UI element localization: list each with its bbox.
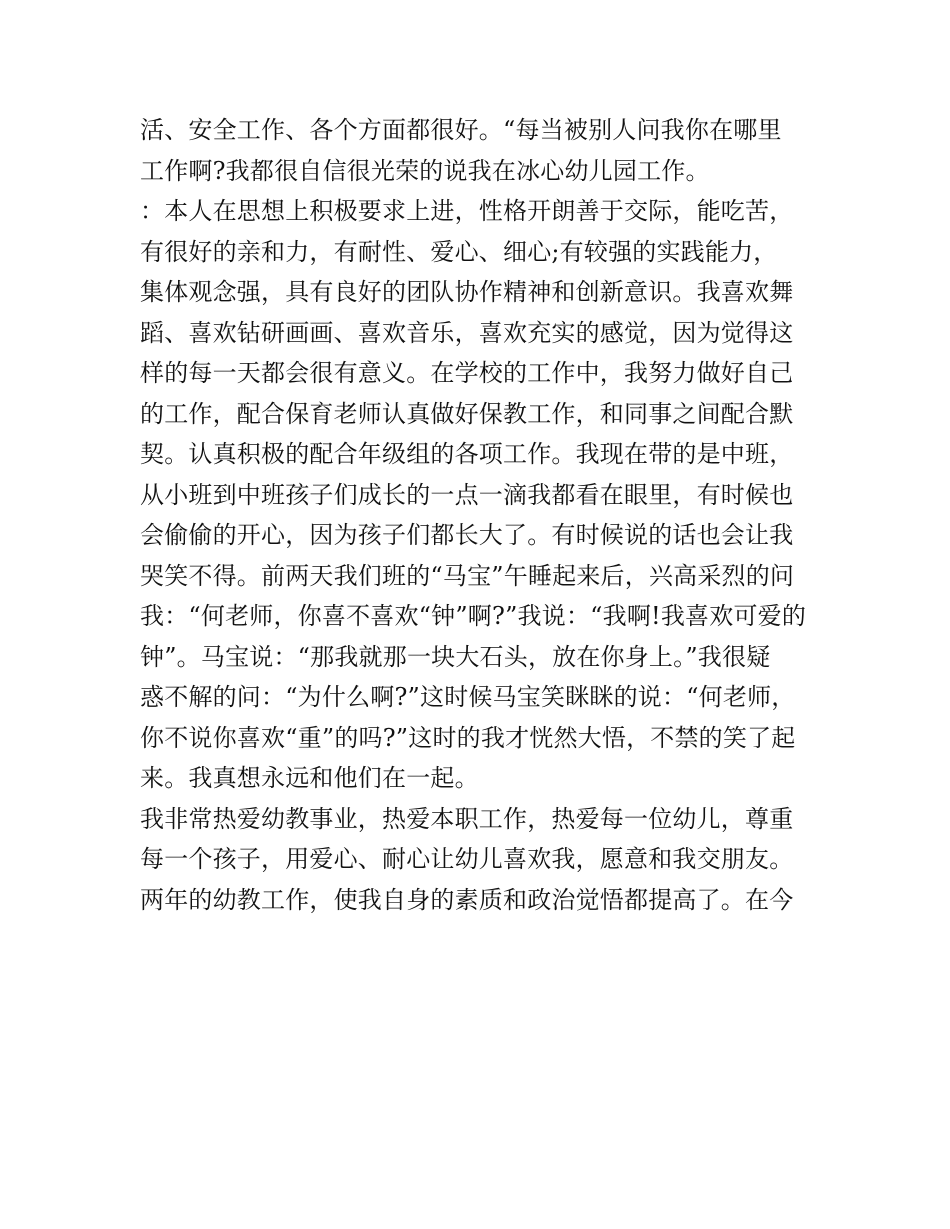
text-line: 集体观念强，具有良好的团队协作精神和创新意识。我喜欢舞 bbox=[140, 278, 794, 306]
text-line: 你不说你喜欢“重”的吗?”这时的我才恍然大悟，不禁的笑了起 bbox=[140, 723, 796, 752]
text-line: 样的每一天都会很有意义。在学校的工作中，我努力做好自己 bbox=[140, 359, 794, 387]
text-line: 会偷偷的开心，因为孩子们都长大了。有时候说的话也会让我 bbox=[140, 521, 794, 549]
text-line: 钟”。马宝说：“那我就那一块大石头，放在你身上。”我很疑 bbox=[140, 642, 771, 671]
text-line: 有很好的亲和力，有耐性、爱心、细心;有较强的实践能力， bbox=[140, 237, 778, 266]
text-line: 从小班到中班孩子们成长的一点一滴我都看在眼里，有时候也 bbox=[140, 480, 794, 509]
text-line: 我非常热爱幼教事业，热爱本职工作，热爱每一位幼儿，尊重 bbox=[140, 804, 794, 833]
text-line: ：本人在思想上积极要求上进，性格开朗善于交际，能吃苦， bbox=[140, 197, 794, 225]
text-line: 两年的幼教工作，使我自身的素质和政治觉悟都提高了。在今 bbox=[140, 885, 794, 914]
text-line: 契。认真积极的配合年级组的各项工作。我现在带的是中班， bbox=[140, 440, 794, 468]
text-line: 来。我真想永远和他们在一起。 bbox=[140, 764, 479, 792]
text-line: 我：“何老师，你喜不喜欢“钟”啊?”我说：“我啊!我喜欢可爱的 bbox=[140, 602, 807, 630]
body-text bbox=[140, 110, 820, 920]
text-line: 每一个孩子，用爱心、耐心让幼儿喜欢我，愿意和我交朋友。 bbox=[140, 845, 794, 873]
text-line: 惑不解的问：“为什么啊?”这时候马宝笑眯眯的说：“何老师， bbox=[140, 683, 796, 711]
text-line: 活、安全工作、各个方面都很好。“每当被别人问我你在哪里 bbox=[140, 116, 782, 144]
text-line: 工作啊?我都很自信很光荣的说我在冰心幼儿园工作。 bbox=[140, 156, 710, 185]
text-line: 的工作，配合保育老师认真做好保教工作，和同事之间配合默 bbox=[140, 399, 794, 428]
text-line: 蹈、喜欢钻研画画、喜欢音乐，喜欢充实的感觉，因为觉得这 bbox=[140, 318, 794, 347]
text-line: 哭笑不得。前两天我们班的“马宝”午睡起来后，兴高采烈的问 bbox=[140, 561, 795, 590]
